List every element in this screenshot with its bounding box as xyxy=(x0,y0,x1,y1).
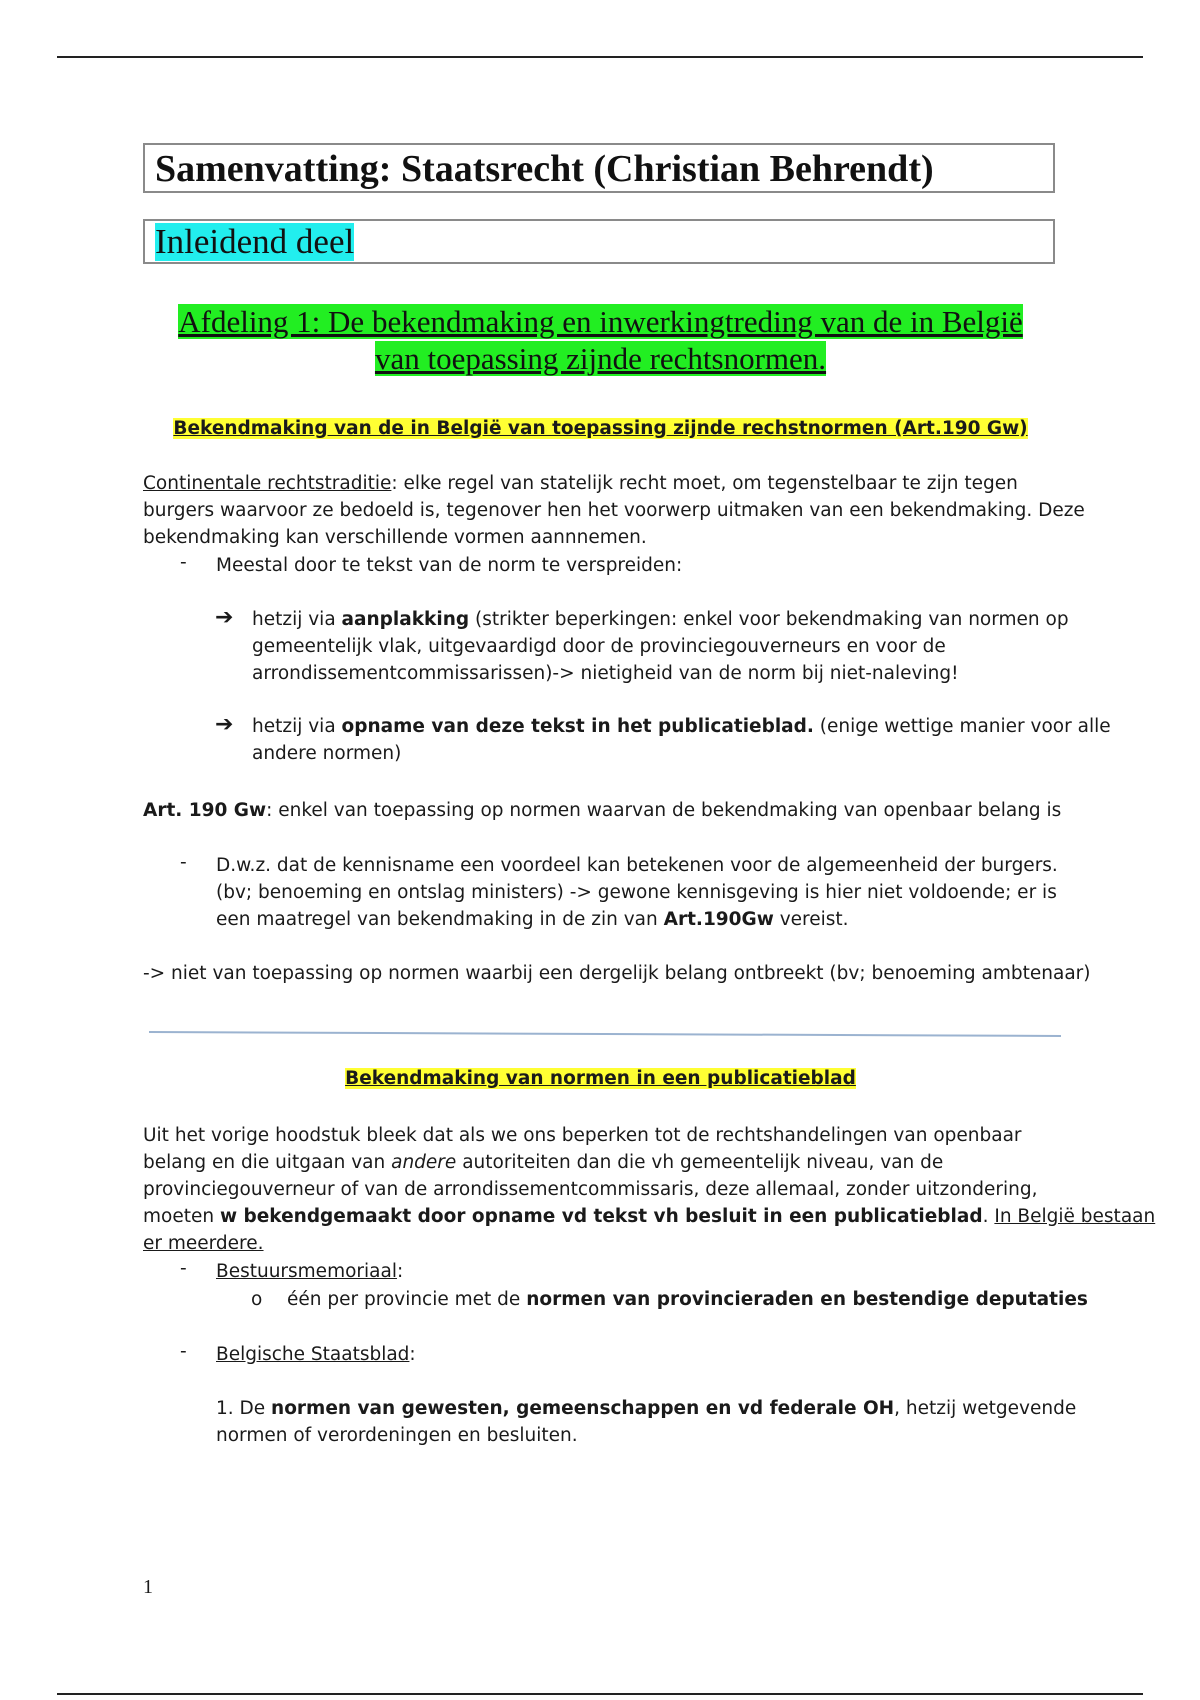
section1-heading-text: Bekendmaking van de in België van toepassing zijnde rechstnormen (Art.190 Gw) xyxy=(173,418,1028,439)
bullet-dash: - xyxy=(180,1341,187,1362)
arrow1-a: hetzij via xyxy=(252,609,342,630)
staatsblad-colon: : xyxy=(409,1344,416,1365)
circle-a: één per provincie met de xyxy=(287,1289,527,1310)
num-c: , hetzij wetgevende xyxy=(894,1398,1077,1419)
arrow-right-icon: ➔ xyxy=(215,605,234,630)
bullet-dash: - xyxy=(180,1258,187,1279)
afdeling-line-1: Afdeling 1: De bekendmaking en inwerkingtreding van de in België xyxy=(178,304,1023,339)
circle-bullet-icon: o xyxy=(251,1289,263,1310)
subtitle-box xyxy=(143,219,1055,264)
page-title: Samenvatting: Staatsrecht (Christian Behrendt) xyxy=(155,148,934,190)
section2-heading-text: Bekendmaking van normen in een publicatieblad xyxy=(345,1068,856,1089)
top-rule xyxy=(57,56,1143,58)
dwz-line-1: D.w.z. dat de kennisname een voordeel kan betekenen voor de algemeenheid der burgers. xyxy=(216,855,1058,876)
arrow-right-icon: ➔ xyxy=(215,712,234,737)
arrow2-line-1 xyxy=(252,713,1111,740)
arrow1-b: aanplakking xyxy=(341,609,470,630)
bestuurs-line xyxy=(216,1258,403,1285)
s2-4d: In België bestaan xyxy=(994,1206,1156,1227)
page-number: 1 xyxy=(143,1576,153,1598)
staatsblad-line xyxy=(216,1341,416,1368)
s2-line-2 xyxy=(143,1149,943,1176)
dwz-line-2: (bv; benoeming en ontslag ministers) -> gewone kennisgeving is hier niet voldoende; er is xyxy=(216,882,1057,903)
afdeling-heading xyxy=(143,303,1058,377)
s2-line-5: er meerdere. xyxy=(143,1233,264,1254)
bullet-1: Meestal door te tekst van de norm te verspreiden: xyxy=(216,555,683,576)
intro-line-2: burgers waarvoor ze bedoeld is, tegenover hen het voorwerp uitmaken van een bekendmaking. Deze xyxy=(143,500,1085,521)
bullet-dash: - xyxy=(180,552,187,573)
arrow1-c: (strikter beperkingen: enkel voor bekendmaking van normen op xyxy=(469,609,1069,630)
staatsblad-term: Belgische Staatsblad xyxy=(216,1344,410,1365)
arrow2-c: (enige wettige manier voor alle xyxy=(813,716,1111,737)
bestuurs-term: Bestuursmemoriaal xyxy=(216,1261,397,1282)
s2-2b: andere xyxy=(391,1152,457,1173)
art190-bold: Art. 190 Gw xyxy=(143,800,267,821)
art190-rest: : enkel van toepassing op normen waarvan de bekendmaking van openbaar belang is xyxy=(266,800,1062,821)
intro-text-1: : elke regel van statelijk recht moet, om tegenstelbaar te zijn tegen xyxy=(391,473,1018,494)
s2-4b: w bekendgemaakt door opname vd tekst vh besluit in een publicatieblad xyxy=(219,1206,983,1227)
subtitle: Inleidend deel xyxy=(155,222,355,261)
dwz-3c: vereist. xyxy=(773,909,849,930)
bestuurs-colon: : xyxy=(396,1261,404,1282)
arrow1-line-3: arrondissementcommissarissen)-> nietigheid van de norm bij niet-naleving! xyxy=(252,663,959,684)
bullet-dash: - xyxy=(180,852,187,873)
afdeling-line-2: van toepassing zijnde rechtsnormen. xyxy=(374,341,827,376)
section-divider xyxy=(149,1031,1061,1037)
num-line-2: normen of verordeningen en besluiten. xyxy=(216,1425,578,1446)
arrow2-b: opname van deze tekst in het publicatieblad. xyxy=(341,716,814,737)
art190-line xyxy=(143,797,1061,824)
s2-2c: autoriteiten dan die vh gemeentelijk niveau, van de xyxy=(456,1152,944,1173)
s2-4c: . xyxy=(982,1206,995,1227)
num-line-1 xyxy=(216,1395,1076,1422)
section1-heading xyxy=(143,418,1058,439)
bottom-rule xyxy=(57,1693,1143,1695)
num-b: normen van gewesten, gemeenschappen en vd federale OH xyxy=(271,1398,895,1419)
arrow1-line-1 xyxy=(252,606,1069,633)
intro-line-1 xyxy=(143,470,1018,497)
dwz-3a: een maatregel van bekendmaking in de zin van xyxy=(216,909,664,930)
num-a: 1. De xyxy=(216,1398,272,1419)
s2-line-1: Uit het vorige hoodstuk bleek dat als we ons beperken tot de rechtshandelingen van openbaar xyxy=(143,1125,1022,1146)
intro-line-3: bekendmaking kan verschillende vormen aannnemen. xyxy=(143,527,647,548)
dwz-line-3 xyxy=(216,906,849,933)
arrow2-a: hetzij via xyxy=(252,716,342,737)
s2-line-3: provinciegouverneur of van de arrondissementcommissaris, deze allemaal, zonder uitzondering, xyxy=(143,1179,1038,1200)
circle-b: normen van provincieraden en bestendige deputaties xyxy=(526,1289,1088,1310)
circle-line xyxy=(287,1286,1088,1313)
arrow2-line-2: andere normen) xyxy=(252,743,402,764)
dwz-3b: Art.190Gw xyxy=(663,909,774,930)
niet-line: -> niet van toepassing op normen waarbij een dergelijk belang ontbreekt (bv; benoeming ambtenaar) xyxy=(143,963,1091,984)
section2-heading xyxy=(143,1068,1058,1089)
s2-4a: moeten xyxy=(143,1206,220,1227)
intro-term: Continentale rechtstraditie xyxy=(143,473,392,494)
s2-2a: belang en die uitgaan van xyxy=(143,1152,392,1173)
s2-line-4 xyxy=(143,1203,1155,1230)
title-box xyxy=(143,143,1055,193)
arrow1-line-2: gemeentelijk vlak, uitgevaardigd door de provinciegouverneurs en voor de xyxy=(252,636,946,657)
